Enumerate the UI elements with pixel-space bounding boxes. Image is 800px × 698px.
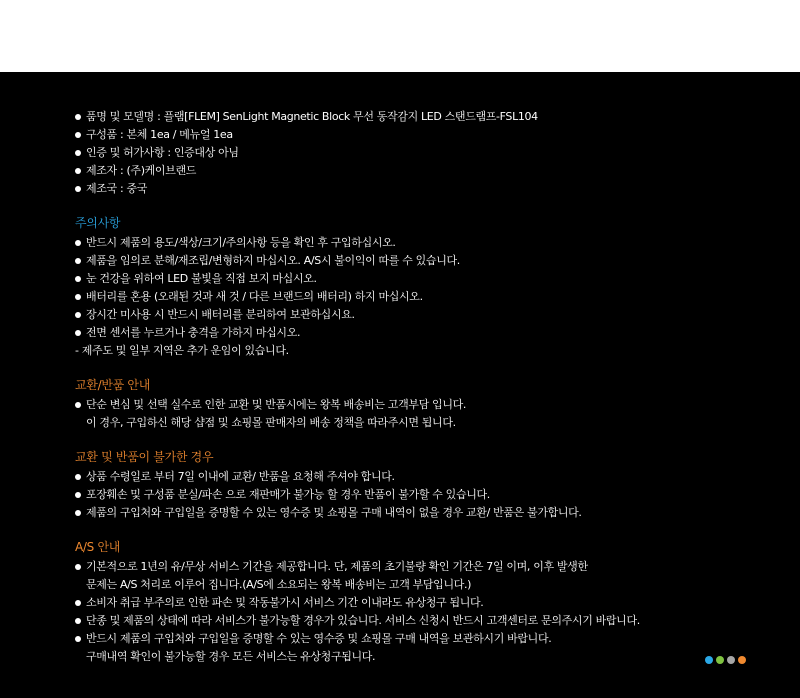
- bullet-icon: [75, 132, 81, 138]
- bullet-icon: [75, 294, 81, 300]
- as-item-text: 기본적으로 1년의 유/무상 서비스 기간을 제공합니다. 단, 제품의 초기불량 확인 기간은 7일 이며, 이후 발생한: [86, 560, 588, 573]
- bullet-icon: [75, 510, 81, 516]
- caution-title: 주의사항: [75, 216, 121, 230]
- list-item: [75, 612, 800, 630]
- list-item: [75, 630, 800, 648]
- list-item: [75, 270, 800, 288]
- no-exchange-item-text: 제품의 구입처와 구입일을 증명할 수 있는 영수증 및 쇼핑몰 구매 내역이 없을 경우 교환/ 반품은 불가합니다.: [86, 506, 582, 519]
- bullet-icon: [75, 564, 81, 570]
- blue-dot-icon: [705, 656, 713, 664]
- list-item: [75, 180, 800, 198]
- manufacturer-text: 제조자 : (주)케이브랜드: [86, 164, 197, 177]
- caution-list: [75, 234, 800, 342]
- list-item: [75, 324, 800, 342]
- bullet-icon: [75, 114, 81, 120]
- as-list: [75, 558, 800, 576]
- as-item-continuation: 구매내역 확인이 불가능할 경우 모든 서비스는 유상청구됩니다.: [86, 650, 376, 663]
- bullet-icon: [75, 186, 81, 192]
- as-item-text: 소비자 취급 부주의로 인한 파손 및 작동불가시 서비스 기간 이내라도 유상청구 됩니다.: [86, 596, 484, 609]
- list-item: [75, 252, 800, 270]
- list-item: [75, 468, 800, 486]
- exchange-item-text: 단순 변심 및 선택 실수로 인한 교환 및 반품시에는 왕복 배송비는 고객부담 입니다.: [86, 398, 467, 411]
- green-dot-icon: [716, 656, 724, 664]
- as-title: A/S 안내: [75, 540, 121, 554]
- list-item: [75, 234, 800, 252]
- as-item-continuation: 문제는 A/S 처리로 이루어 집니다.(A/S에 소요되는 왕복 배송비는 고객 부담입니다.): [86, 578, 472, 591]
- bullet-icon: [75, 312, 81, 318]
- no-exchange-list: [75, 468, 800, 522]
- as-item-text: 단종 및 제품의 상태에 따라 서비스가 불가능할 경우가 있습니다. 서비스 신청시 반드시 고객센터로 문의주시기 바랍니다.: [86, 614, 640, 627]
- bullet-icon: [75, 402, 81, 408]
- product-info-list: [75, 108, 800, 198]
- list-item: [75, 144, 800, 162]
- exchange-continuation: 이 경우, 구입하신 해당 샵점 및 쇼핑몰 판매자의 배송 정책을 따라주시면 됩니다.: [86, 416, 456, 429]
- list-item: [75, 126, 800, 144]
- list-item: [75, 288, 800, 306]
- bullet-icon: [75, 492, 81, 498]
- top-white-band: [0, 0, 800, 72]
- as-item-text: 반드시 제품의 구입처와 구입일을 증명할 수 있는 영수증 및 쇼핑몰 구매 내역을 보관하시기 바랍니다.: [86, 632, 552, 645]
- caution-item-text: 눈 건강을 위하여 LED 불빛을 직접 보지 마십시오.: [86, 272, 317, 285]
- bullet-icon: [75, 636, 81, 642]
- caution-item-text: 제품을 임의로 분해/재조립/변형하지 마십시오. A/S시 불이익이 따를 수 있습니다.: [86, 254, 460, 267]
- color-dots: [705, 656, 746, 664]
- bullet-icon: [75, 168, 81, 174]
- bullet-icon: [75, 600, 81, 606]
- gray-dot-icon: [727, 656, 735, 664]
- certification-text: 인증 및 허가사항 : 인증대상 아님: [86, 146, 239, 159]
- country-text: 제조국 : 중국: [86, 182, 148, 195]
- list-item: [75, 162, 800, 180]
- caution-item-text: 장시간 미사용 시 반드시 배터리를 분리하여 보관하십시요.: [86, 308, 355, 321]
- notice-panel: [0, 72, 800, 698]
- list-item: [75, 594, 800, 612]
- exchange-list: [75, 396, 800, 414]
- bullet-icon: [75, 474, 81, 480]
- bullet-icon: [75, 240, 81, 246]
- exchange-title: 교환/반품 안내: [75, 378, 151, 392]
- list-item: [75, 558, 800, 576]
- list-item: [75, 108, 800, 126]
- as-list-continued: [75, 594, 800, 648]
- orange-dot-icon: [738, 656, 746, 664]
- caution-item-text: 배터리를 혼용 (오래된 것과 새 것 / 다른 브랜드의 배터리) 하지 마십시오.: [86, 290, 423, 303]
- list-item: [75, 504, 800, 522]
- no-exchange-title: 교환 및 반품이 불가한 경우: [75, 450, 214, 464]
- bullet-icon: [75, 618, 81, 624]
- caution-note: - 제주도 및 일부 지역은 추가 운임이 있습니다.: [75, 344, 289, 357]
- caution-item-text: 반드시 제품의 용도/색상/크기/주의사항 등을 확인 후 구입하십시오.: [86, 236, 396, 249]
- bullet-icon: [75, 258, 81, 264]
- bullet-icon: [75, 150, 81, 156]
- no-exchange-item-text: 상품 수령일로 부터 7일 이내에 교환/ 반품을 요청해 주셔야 합니다.: [86, 470, 395, 483]
- list-item: [75, 486, 800, 504]
- bullet-icon: [75, 276, 81, 282]
- no-exchange-item-text: 포장훼손 및 구성품 분실/파손 으로 재판매가 불가능 할 경우 반품이 불가할 수 있습니다.: [86, 488, 490, 501]
- bullet-icon: [75, 330, 81, 336]
- list-item: [75, 396, 800, 414]
- caution-item-text: 전면 센서를 누르거나 충격을 가하지 마십시오.: [86, 326, 301, 339]
- components-text: 구성품 : 본체 1ea / 메뉴얼 1ea: [86, 128, 233, 141]
- list-item: [75, 306, 800, 324]
- product-name-text: 품명 및 모델명 : 플램[FLEM] SenLight Magnetic Block 무선 동작감지 LED 스탠드램프-FSL104: [86, 110, 538, 123]
